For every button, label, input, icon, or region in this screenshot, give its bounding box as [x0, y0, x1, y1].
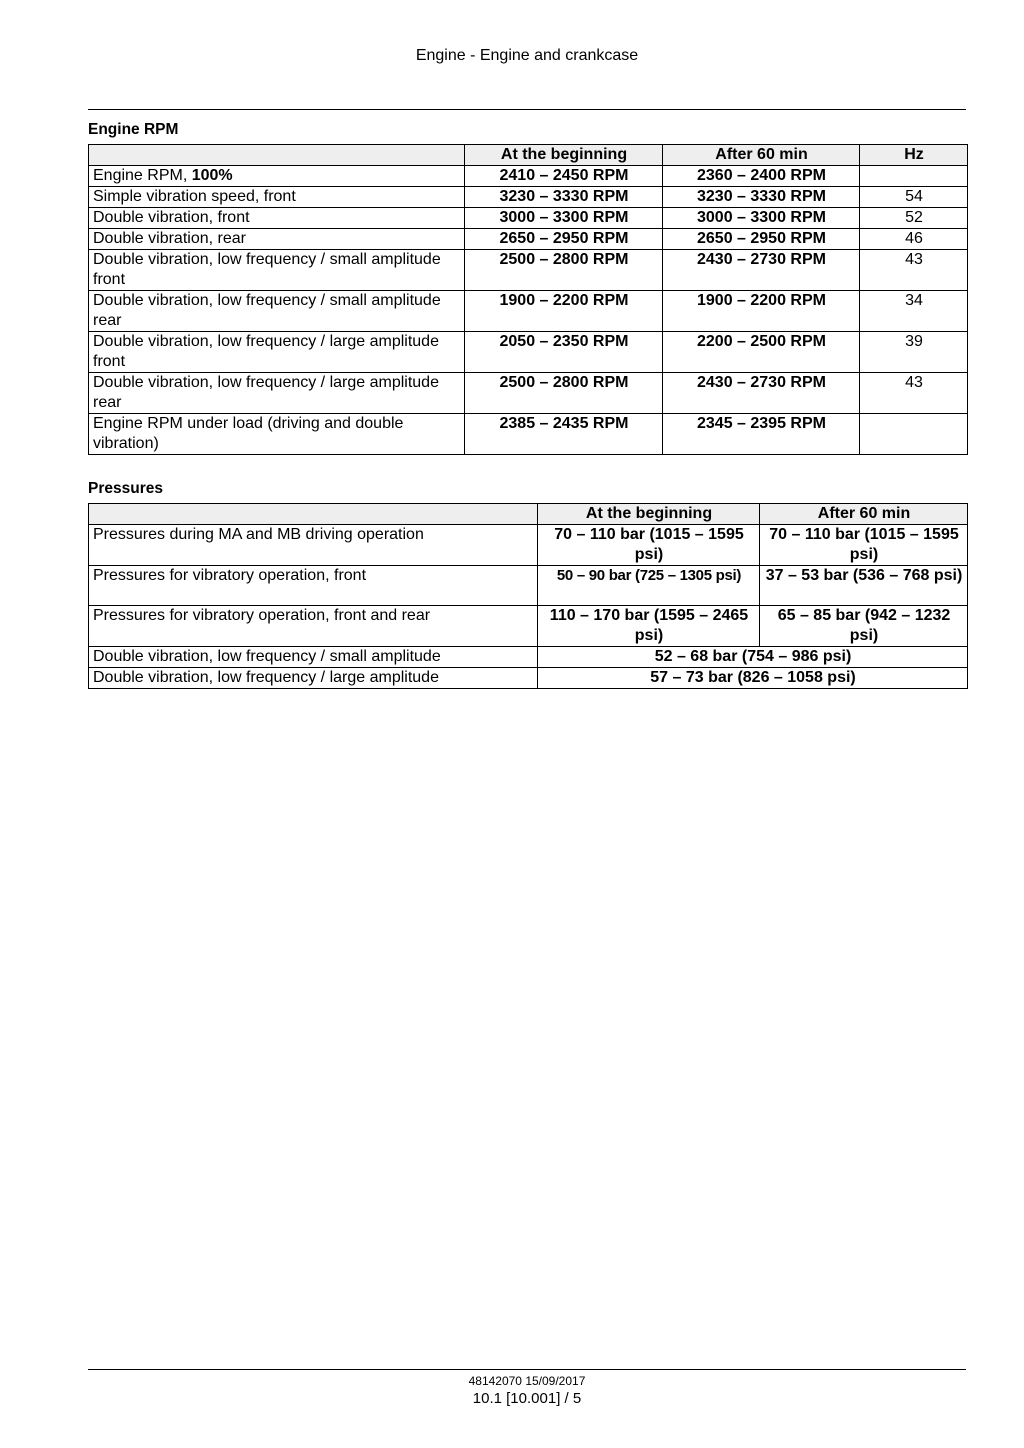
value-at-beginning: 1900 – 2200 RPM [465, 291, 663, 332]
table-row [89, 332, 968, 373]
value-after-60-min: 1900 – 2200 RPM [663, 291, 860, 332]
value-combined: 57 – 73 bar (826 – 1058 psi) [538, 668, 968, 689]
table-row [89, 414, 968, 455]
engine-rpm-table [88, 144, 968, 455]
table-row [89, 606, 968, 647]
value-after-60-min: 2430 – 2730 RPM [663, 373, 860, 414]
value-after-60-min: 2650 – 2950 RPM [663, 229, 860, 250]
value-at-beginning: 2500 – 2800 RPM [465, 250, 663, 291]
row-label: Engine RPM under load (driving and double vibration) [89, 414, 465, 455]
value-at-beginning: 3000 – 3300 RPM [465, 208, 663, 229]
table-row [89, 291, 968, 332]
table-row [89, 668, 968, 689]
table-row [89, 647, 968, 668]
value-hz: 46 [860, 229, 968, 250]
value-at-beginning: 2050 – 2350 RPM [465, 332, 663, 373]
pressures-table [88, 503, 968, 689]
value-at-beginning: 3230 – 3330 RPM [465, 187, 663, 208]
footer-document-reference: 48142070 15/09/2017 [468, 1374, 586, 1388]
row-label: Pressures for vibratory operation, front and rear [89, 606, 538, 647]
table-row [89, 208, 968, 229]
value-after-60-min: 2430 – 2730 RPM [663, 250, 860, 291]
value-combined: 52 – 68 bar (754 – 986 psi) [538, 647, 968, 668]
table-header-row [89, 145, 968, 166]
value-hz: 34 [860, 291, 968, 332]
row-label: Double vibration, front [89, 208, 465, 229]
column-header-parameter [89, 145, 465, 166]
value-hz [860, 166, 968, 187]
footer-divider [88, 1369, 966, 1370]
value-after-60-min: 2360 – 2400 RPM [663, 166, 860, 187]
value-after-60-min: 3230 – 3330 RPM [663, 187, 860, 208]
row-label: Double vibration, low frequency / large amplitude rear [89, 373, 465, 414]
column-header-at-beginning: At the beginning [465, 145, 663, 166]
table-row [89, 166, 968, 187]
value-at-beginning: 2385 – 2435 RPM [465, 414, 663, 455]
value-at-beginning: 50 – 90 bar (725 – 1305 psi) [538, 566, 760, 606]
row-label: Double vibration, low frequency / small amplitude front [89, 250, 465, 291]
row-label: Pressures during MA and MB driving operation [89, 525, 538, 566]
column-header-hz: Hz [860, 145, 968, 166]
column-header-after-60-min: After 60 min [760, 504, 968, 525]
value-after-60-min: 3000 – 3300 RPM [663, 208, 860, 229]
table-row [89, 525, 968, 566]
header-divider [88, 109, 966, 110]
row-label: Double vibration, low frequency / small amplitude rear [89, 291, 465, 332]
value-hz: 43 [860, 373, 968, 414]
column-header-at-beginning: At the beginning [538, 504, 760, 525]
table-row [89, 373, 968, 414]
column-header-parameter [89, 504, 538, 525]
row-label: Simple vibration speed, front [89, 187, 465, 208]
row-label: Double vibration, low frequency / small amplitude [89, 647, 538, 668]
table-row [89, 229, 968, 250]
table-row [89, 187, 968, 208]
value-hz: 54 [860, 187, 968, 208]
table-row [89, 250, 968, 291]
value-hz: 43 [860, 250, 968, 291]
row-label [89, 166, 465, 187]
pressures-section-title: Pressures [88, 480, 163, 497]
value-after-60-min: 2345 – 2395 RPM [663, 414, 860, 455]
row-label-bold: 100% [191, 167, 233, 184]
value-hz: 52 [860, 208, 968, 229]
page-header-title: Engine - Engine and crankcase [415, 47, 639, 64]
row-label: Double vibration, low frequency / large amplitude front [89, 332, 465, 373]
row-label: Double vibration, rear [89, 229, 465, 250]
value-at-beginning: 2410 – 2450 RPM [465, 166, 663, 187]
value-after-60-min: 70 – 110 bar (1015 – 1595 psi) [760, 525, 968, 566]
value-at-beginning: 2500 – 2800 RPM [465, 373, 663, 414]
engine-rpm-section-title: Engine RPM [88, 121, 179, 138]
row-label: Pressures for vibratory operation, front [89, 566, 538, 606]
value-after-60-min: 37 – 53 bar (536 – 768 psi) [760, 566, 968, 606]
value-at-beginning: 110 – 170 bar (1595 – 2465 psi) [538, 606, 760, 647]
value-after-60-min: 65 – 85 bar (942 – 1232 psi) [760, 606, 968, 647]
value-at-beginning: 70 – 110 bar (1015 – 1595 psi) [538, 525, 760, 566]
footer-page-reference: 10.1 [10.001] / 5 [472, 1390, 582, 1407]
table-header-row [89, 504, 968, 525]
row-label-text: Engine RPM, [93, 167, 192, 184]
value-hz [860, 414, 968, 455]
row-label: Double vibration, low frequency / large amplitude [89, 668, 538, 689]
value-after-60-min: 2200 – 2500 RPM [663, 332, 860, 373]
value-at-beginning: 2650 – 2950 RPM [465, 229, 663, 250]
value-hz: 39 [860, 332, 968, 373]
table-row [89, 566, 968, 606]
column-header-after-60-min: After 60 min [663, 145, 860, 166]
